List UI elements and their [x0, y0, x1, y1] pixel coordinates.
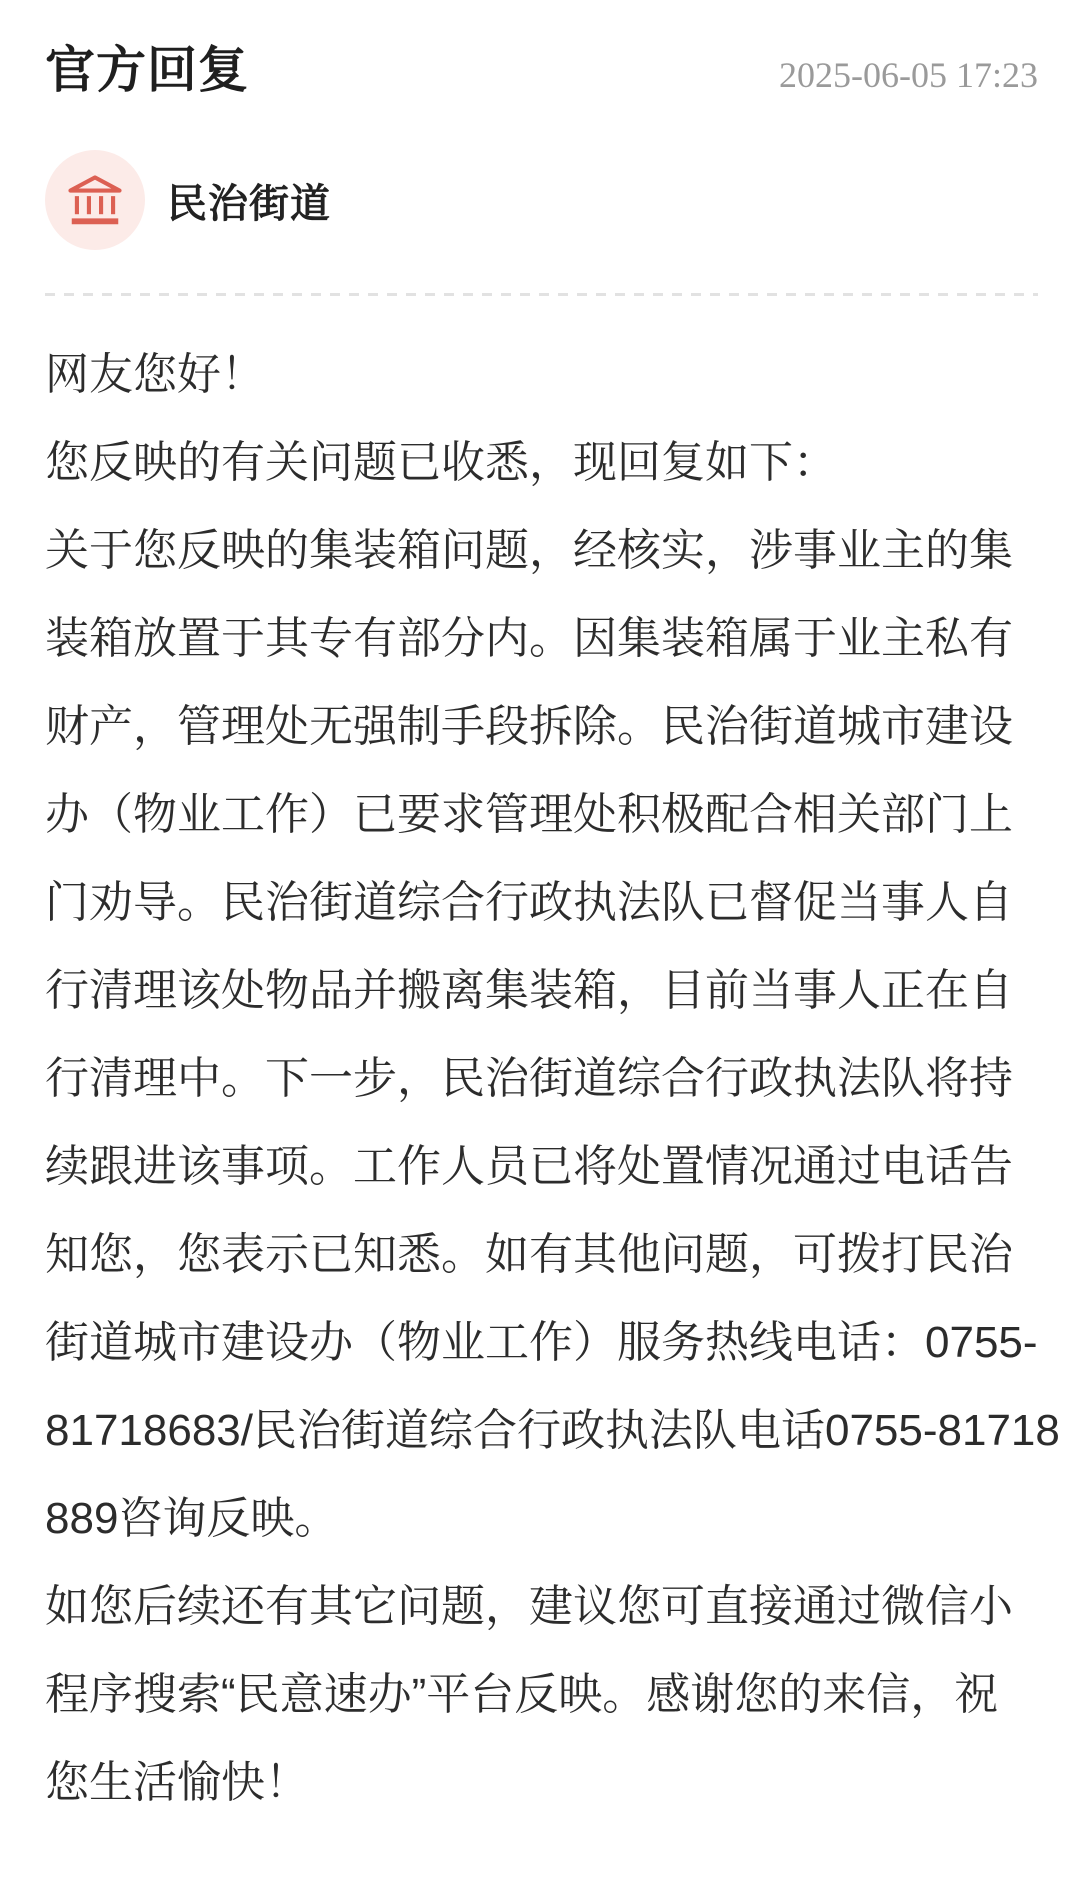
- agency-avatar: [45, 150, 145, 250]
- reply-line: 财产，管理处无强制手段拆除。民治街道城市建设: [45, 702, 1013, 751]
- header: [45, 42, 1038, 98]
- government-building-icon: [64, 169, 126, 231]
- reply-line: 网友您好！: [45, 350, 265, 399]
- reply-line: 门劝导。民治街道综合行政执法队已督促当事人自: [45, 878, 1013, 927]
- reply-body: [45, 331, 1060, 1827]
- reply-line: 行清理中。下一步，民治街道综合行政执法队将持: [45, 1054, 1013, 1103]
- reply-line: 889咨询反映。: [45, 1494, 339, 1543]
- reply-line: 您反映的有关问题已收悉，现回复如下：: [45, 438, 837, 487]
- page-title: 官方回复: [45, 42, 249, 98]
- reply-line: 81718683/民治街道综合行政执法队电话0755-81718: [45, 1406, 1060, 1455]
- reply-line: 街道城市建设办（物业工作）服务热线电话：0755-: [45, 1318, 1038, 1367]
- reply-line: 续跟进该事项。工作人员已将处置情况通过电话告: [45, 1142, 1013, 1191]
- reply-line: 知您，您表示已知悉。如有其他问题，可拨打民治: [45, 1230, 1013, 1279]
- agency-name: 民治街道: [167, 181, 331, 226]
- reply-line: 程序搜索“民意速办”平台反映。感谢您的来信，祝: [45, 1670, 999, 1719]
- reply-line: 您生活愉快！: [45, 1758, 309, 1807]
- reply-line: 如您后续还有其它问题，建议您可直接通过微信小: [45, 1582, 1013, 1631]
- reply-line: 行清理该处物品并搬离集装箱，目前当事人正在自: [45, 966, 1013, 1015]
- reply-line: 办（物业工作）已要求管理处积极配合相关部门上: [45, 790, 1013, 839]
- reply-line: 关于您反映的集装箱问题，经核实，涉事业主的集: [45, 526, 1013, 575]
- reply-line: 装箱放置于其专有部分内。因集装箱属于业主私有: [45, 614, 1013, 663]
- agency-row: [45, 150, 1038, 250]
- reply-timestamp: 2025-06-05 17:23: [779, 55, 1038, 95]
- dashed-divider: [45, 293, 1038, 296]
